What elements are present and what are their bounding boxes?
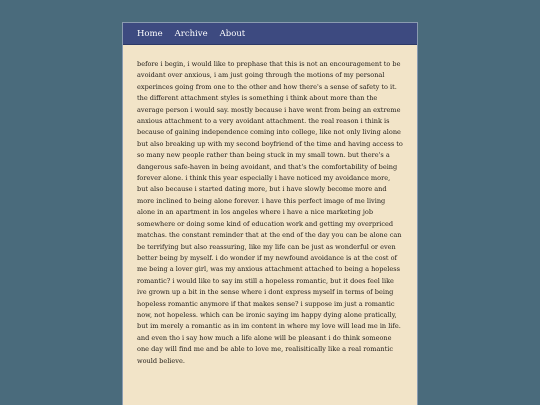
nav-home-link[interactable]: Home: [137, 28, 163, 39]
top-nav: [123, 23, 417, 45]
post-body: before i begin, i would like to prephase that this is not an encouragement to be avoidant over anxious, i am just going through the motions of my personal experinces going from one to the other and how there's a sense of safety to it. the different attachment styles is something i think about more than the average person i would say. mostly because i have went from being an extreme anxious attachment to a very avoidant attachment. the real reason i think is because of gaining independence coming into college, like not only living alone but also breaking up with my second boyfriend of the time and having access to so many new people rather than being stuck in my small town. but there's a dangerous safe-haven in being avoidant, and that's the comfortability of being forever alone. i think this year especially i have noticed my avoidance more, but also because i started dating more, but i have slowly become more and more inclined to being alone forever. i have this perfect image of me living alone in an apartment in los angeles where i have a nice marketing job somewhere or doing some kind of education work and getting my overpriced matchas. the constant reminder that at the end of the day you can be alone can be terrifying but also reassuring, like my life can be just as wonderful or even better being by myself. i do wonder if my newfound avoidance is at the cost of me being a lover girl, was my anxious attachment attached to being a hopeless romantic? i would like to say im still a hopeless romantic, but it does feel like ive grown up a bit in the sense where i dont express myself in terms of being hopeless romantic anymore if that makes sense? i suppose im just a romantic now, not hopeless. which can be ironic saying im happy dying alone pratically, but im merely a romantic as in im content in where my love will lead me in life. and even tho i say how much a life alone will be pleasant i do think someone one day will find me and be able to love me, realisitically like a real romantic would believe.: [137, 60, 403, 365]
blog-container: [122, 22, 418, 405]
blog-post: [123, 45, 417, 367]
nav-archive-link[interactable]: Archive: [174, 28, 208, 39]
nav-about-link[interactable]: About: [219, 28, 246, 39]
